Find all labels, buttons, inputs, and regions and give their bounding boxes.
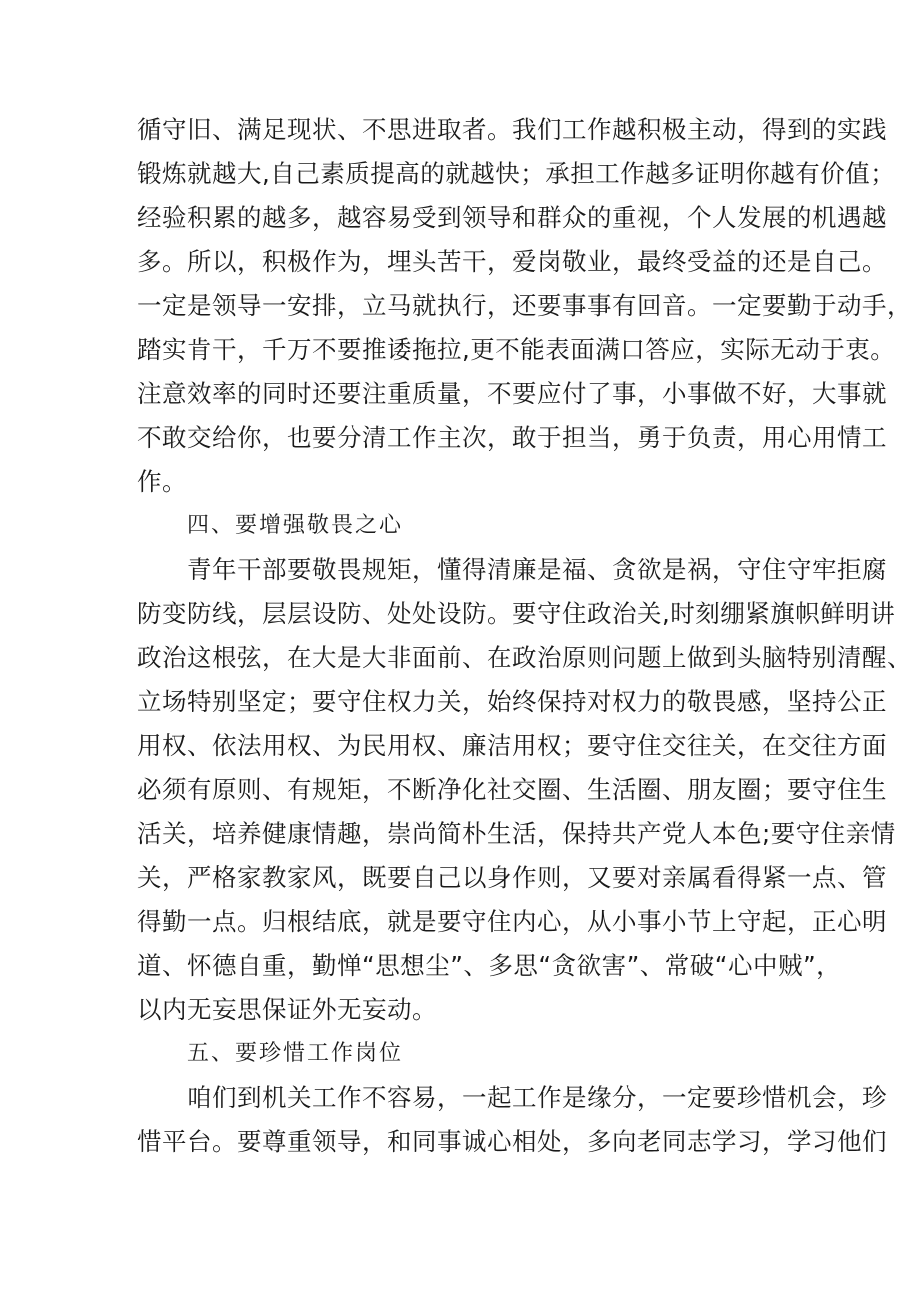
text-line: 作。 — [137, 467, 187, 496]
text-line: 锻炼就越大,自己素质提高的就越快；承担工作越多证明你越有价值； — [137, 159, 896, 188]
text-line: 注意效率的同时还要注重质量，不要应付了事，小事做不好，大事就 — [137, 379, 887, 408]
text-line: 得勤一点。归根结底，就是要守住内心，从小事小节上守起，正心明 — [137, 907, 887, 936]
text-line: 青年干部要敬畏规矩，懂得清廉是福、贪欲是祸，守住守牢拒腐 — [187, 555, 887, 584]
text-line: 关，严格家教家风，既要自己以身作则，又要对亲属看得紧一点、管 — [137, 863, 887, 892]
text-line: 道、怀德自重，勤惮“思想尘”、多思“贪欲害”、常破“心中贼”， — [137, 951, 842, 980]
text-line: 用权、依法用权、为民用权、廉洁用权；要守住交往关，在交往方面 — [137, 731, 887, 760]
text-line: 立场特别坚定；要守住权力关，始终保持对权力的敬畏感，坚持公正 — [137, 687, 887, 716]
section-heading-4: 四、要增强敬畏之心 — [187, 513, 404, 538]
text-line: 一定是领导一安排，立马就执行，还要事事有回音。一定要勤于动手， — [137, 291, 912, 320]
text-line: 踏实肯干，千万不要推诿拖拉,更不能表面满口答应，实际无动于衷。 — [137, 335, 896, 364]
text-line: 政治这根弦，在大是大非面前、在政治原则问题上做到头脑特别清醒、 — [137, 643, 912, 672]
section-heading-5: 五、要珍惜工作岗位 — [187, 1041, 404, 1066]
text-line: 以内无妄思保证外无妄动。 — [137, 995, 437, 1024]
text-line: 活关，培养健康情趣，崇尚简朴生活，保持共产党人本色;要守住亲情 — [137, 819, 896, 848]
text-line: 经验积累的越多，越容易受到领导和群众的重视，个人发展的机遇越 — [137, 203, 887, 232]
text-line: 多。所以，积极作为，埋头苦干，爱岗敬业，最终受益的还是自己。 — [137, 247, 887, 276]
text-line: 循守旧、满足现状、不思进取者。我们工作越积极主动，得到的实践 — [137, 115, 887, 144]
text-line: 惜平台。要尊重领导，和同事诚心相处，多向老同志学习，学习他们 — [137, 1127, 887, 1156]
text-line: 必须有原则、有规矩，不断净化社交圈、生活圈、朋友圈；要守住生 — [137, 775, 887, 804]
text-line: 防变防线，层层设防、处处设防。要守住政治关,时刻绷紧旗帜鲜明讲 — [137, 599, 896, 628]
text-line: 咱们到机关工作不容易，一起工作是缘分，一定要珍惜机会，珍 — [187, 1083, 887, 1112]
text-line: 不敢交给你，也要分清工作主次，敢于担当，勇于负责，用心用情工 — [137, 423, 887, 452]
